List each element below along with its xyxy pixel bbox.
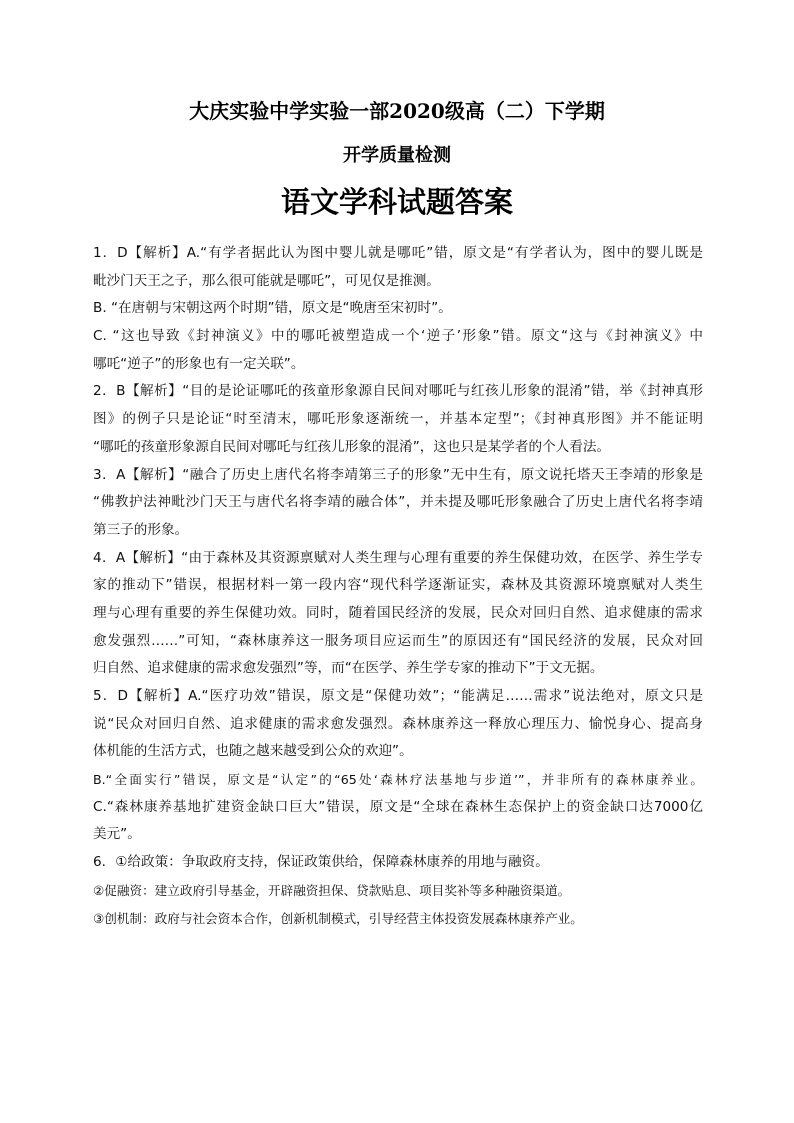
answer-line: 愈发强烈……”可知，“森林康养这一服务项目应运而生”的原因还有“国民经济的发展，民众对回 — [93, 632, 703, 649]
exam-title-line1: 大庆实验中学实验一部2020级高（二）下学期 — [189, 99, 605, 123]
answer-line: 4．A【解析】“由于森林及其资源禀赋对人类生理与心理有重要的养生保健功效，在医学、养生学专 — [93, 549, 703, 566]
answer-line: 2．B【解析】“目的是论证哪吒的孩童形象源自民间对哪吒与红孩儿形象的混淆”错，举《封神真形 — [93, 383, 703, 400]
answer-line: C.“森林康养基地扩建资金缺口巨大”错误，原文是“全球在森林生态保护上的资金缺口达7000亿 — [93, 798, 703, 815]
answer-line: 3．A【解析】“融合了历史上唐代名将李靖第三子的形象”无中生有，原文说托塔天王李靖的形象是 — [93, 466, 703, 483]
answer-line: B.“全面实行”错误，原文是“认定”的“65处‘森林疗法基地与步道’”，并非所有的森林康养业。 — [93, 772, 703, 788]
answer-line: B. “在唐朝与宋朝这两个时期”错，原文是“晚唐至宋初时”。 — [93, 300, 452, 317]
answer-line: 哪吒“逆子”的形象也有一定关联”。 — [93, 355, 305, 372]
answer-line: 第三子的形象。 — [93, 521, 189, 538]
answer-line: 毗沙门天王之子，那么很可能就是哪吒”，可见仅是推测。 — [93, 272, 440, 289]
answer-line: 6．①给政策：争取政府支持，保证政策供给，保障森林康养的用地与融资。 — [93, 854, 549, 871]
answer-line: 5．D【解析】A.“医疗功效”错误，原文是“保健功效”；“能满足……需求”说法绝对，原文只是 — [93, 688, 703, 704]
answer-line: 1．D【解析】A.“有学者据此认为图中婴儿就是哪吒”错，原文是“有学者认为，图中的婴儿既是 — [93, 245, 703, 261]
exam-title-line2: 开学质量检测 — [343, 145, 451, 166]
answer-body — [93, 240, 703, 932]
answer-line: 美元”。 — [93, 826, 141, 843]
answer-line: “哪吒的孩童形象源自民间对哪吒与红孩儿形象的混淆”，这也只是某学者的个人看法。 — [93, 438, 611, 455]
answer-line: “佛教护法神毗沙门天王与唐代名将李靖的融合体”，并未提及哪吒形象融合了历史上唐代名将李靖 — [93, 494, 703, 511]
answer-key-title: 语文学科试题答案 — [280, 185, 513, 219]
answer-line: 理与心理有重要的养生保健功效。同时，随着国民经济的发展，民众对回归自然、追求健康的需求 — [93, 604, 703, 621]
answer-line: 图》的例子只是论证“时至清末，哪吒形象逐渐统一，并基本定型”；《封神真形图》并不能证明 — [93, 411, 703, 428]
answer-line: 体机能的生活方式，也随之越来越受到公众的欢迎”。 — [93, 743, 413, 760]
answer-line: ②促融资：建立政府引导基金，开辟融资担保、贷款贴息、项目奖补等多种融资渠道。 — [93, 882, 571, 898]
answer-line: ③创机制：政府与社会资本合作，创新机制模式，引导经营主体投资发展森林康养产业。 — [93, 910, 583, 926]
answer-line: C. “这也导致《封神演义》中的哪吒被塑造成一个‘逆子’形象”错。原文“这与《封神演义》中 — [93, 328, 703, 345]
answer-line: 说“民众对回归自然、追求健康的需求愈发强烈。森林康养这一释放心理压力、愉悦身心、提高身 — [93, 715, 703, 732]
answer-line: 家的推动下”错误，根据材料一第一段内容“现代科学逐渐证实，森林及其资源环境禀赋对人类生 — [93, 577, 703, 594]
answer-line: 归自然、追求健康的需求愈发强烈”等，而“在医学、养生学专家的推动下”于文无据。 — [93, 660, 604, 677]
